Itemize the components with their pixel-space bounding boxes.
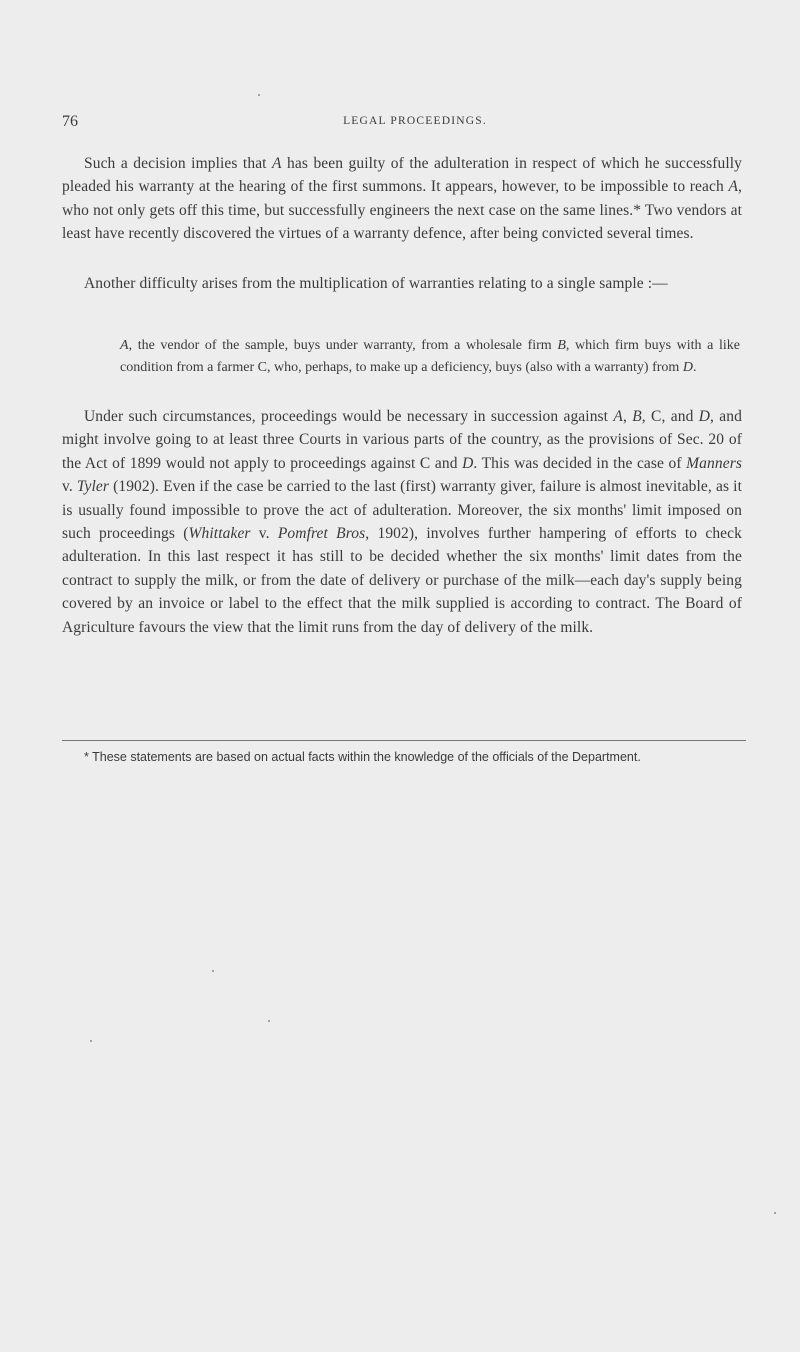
running-title: LEGAL PROCEEDINGS.: [343, 115, 487, 127]
paper-speck: [90, 1040, 92, 1042]
paper-speck: [258, 94, 260, 96]
page-number: 76: [62, 113, 78, 130]
paper-speck: [774, 1212, 776, 1214]
indented-example: A, the vendor of the sample, buys under warranty, from a wholesale firm B, which firm buys with a like condition from a farmer C, who, perhaps, to make up a deficiency, buys (also with a warranty) from D.: [120, 338, 741, 375]
paragraph-2: Another difficulty arises from the multiplication of warranties relating to a single sample :—: [84, 275, 668, 292]
footnote: * These statements are based on actual facts within the knowledge of the officials of the Department.: [84, 750, 641, 764]
paper-speck: [212, 970, 214, 972]
paper-speck: [268, 1020, 270, 1022]
paragraph-3: Under such circumstances, proceedings would be necessary in succession against A, B, C, and D, and might involve going to at least three Courts in various parts of the country, as the provisions of Sec. 20 of the Act of 1899 would not apply to proceedings against C and D. This was decided in the case of Manners v. Tyler (1902). Even if the case be carried to the last (first) warranty giver, failure is almost inevitable, as it is usually found impossible to prove the act of adulteration. Moreover, the six months' limit imposed on such proceedings (Whittaker v. Pomfret Bros, 1902), involves further hampering of efforts to check adulteration. In this last respect it has still to be decided whether the six months' limit dates from the contract to supply the milk, or from the date of delivery or purchase of the milk—each day's supply being covered by an invoice or label to the effect that the milk supplied is according to contract. The Board of Agriculture favours the view that the limit runs from the day of delivery of the milk.: [62, 408, 742, 636]
paragraph-1: Such a decision implies that A has been guilty of the adulteration in respect of which he successfully pleaded his warranty at the hearing of the first summons. It appears, however, to be impossible to reach A, who not only gets off this time, but successfully engineers the next case on the same lines.* Two vendors at least have recently discovered the virtues of a warranty defence, after being convicted several times.: [62, 155, 742, 243]
footnote-divider: [62, 740, 746, 741]
page-header: [62, 113, 742, 137]
